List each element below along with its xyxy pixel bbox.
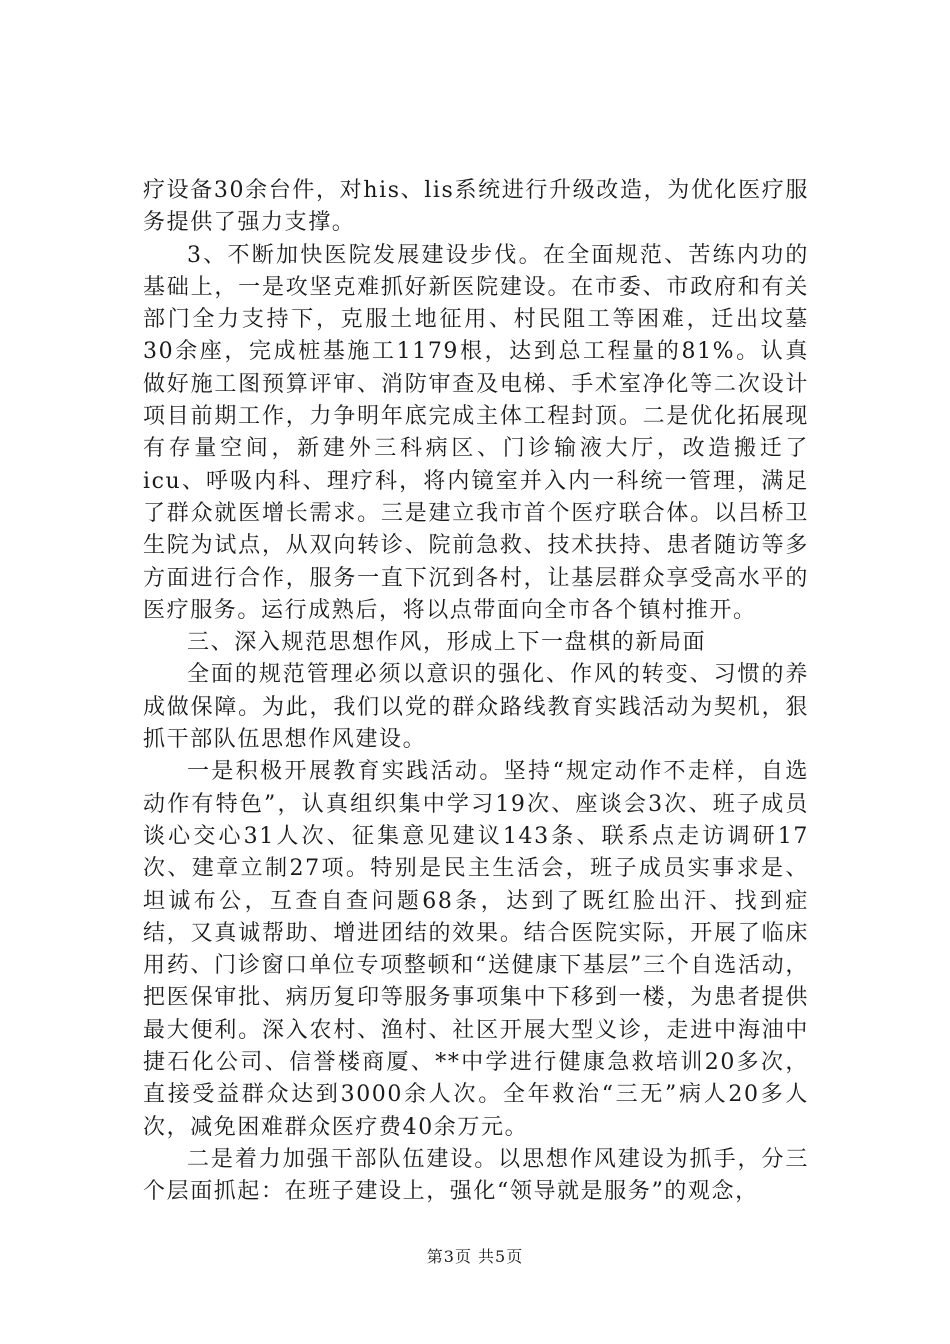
page-number-footer: 第3页 共5页	[426, 1247, 524, 1266]
document-body	[143, 175, 809, 1209]
paragraph-cadre-building: 二是着力加强干部队伍建设。以思想作风建设为抓手，分三个层面抓起：在班子建设上，强化“领导就是服务”的观念，	[143, 1146, 809, 1205]
paragraph-continuation: 疗设备30余台件，对his、lis系统进行升级改造，为优化医疗服务提供了强力支撑。	[143, 178, 809, 236]
paragraph-education-practice: 一是积极开展教育实践活动。坚持“规定动作不走样，自选动作有特色”，认真组织集中学习19次、座谈会3次、班子成员谈心交心31人次、征集意见建议143条、联系点走访调研17次、建章立制27项。特别是民主生活会，班子成员实事求是、坦诚布公，互查自查问题68条，达到了既红脸出汗、找到症结，又真诚帮助、增进团结的效果。结合医院实际，开展了临床用药、门诊窗口单位专项整顿和“送健康下基层”三个自选活动，把医保审批、病历复印等服务事项集中下移到一楼，为患者提供最大便利。深入农村、渔村、社区开展大型义诊，走进中海油中捷石化公司、信誉楼商厦、**中学进行健康急救培训20多次，直接受益群众达到3000余人次。全年救治“三无”病人20多人次，减免困难群众医疗费40余万元。	[143, 759, 809, 1140]
section-heading-three: 三、深入规范思想作风，形成上下一盘棋的新局面	[187, 630, 707, 656]
paragraph-management-intro: 全面的规范管理必须以意识的强化、作风的转变、习惯的养成做保障。为此，我们以党的群众路线教育实践活动为契机，狠抓干部队伍思想作风建设。	[143, 662, 809, 753]
paragraph-hospital-development: 3、不断加快医院发展建设步伐。在全面规范、苦练内功的基础上，一是攻坚克难抓好新医院建设。在市委、市政府和有关部门全力支持下，克服土地征用、村民阻工等困难，迁出坟墓30余座，完成桩基施工1179根，达到总工程量的81%。认真做好施工图预算评审、消防审查及电梯、手术室净化等二次设计项目前期工作，力争明年底完成主体工程封顶。二是优化拓展现有存量空间，新建外三科病区、门诊输液大厅，改造搬迁了icu、呼吸内科、理疗科，将内镜室并入内一科统一管理，满足了群众就医增长需求。三是建立我市首个医疗联合体。以吕桥卫生院为试点，从双向转诊、院前急救、技术扶持、患者随访等多方面进行合作，服务一直下沉到各村，让基层群众享受高水平的医疗服务。运行成熟后，将以点带面向全市各个镇村推开。	[143, 242, 809, 623]
